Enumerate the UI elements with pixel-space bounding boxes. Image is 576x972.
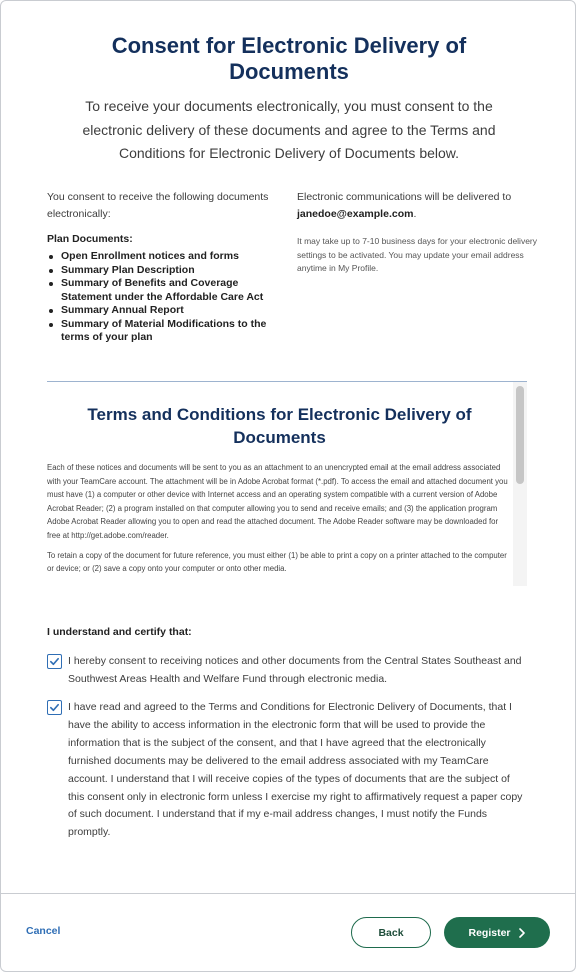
footer-divider — [1, 893, 576, 894]
register-button[interactable] — [444, 917, 550, 948]
list-item: Summary of Benefits and Coverage Statement under the Affordable Care Act — [61, 277, 287, 304]
consent-checkbox-label: I hereby consent to receiving notices and other documents from the Central States Southeast and Southwest Areas Health and Welfare Fund through electronic media. — [68, 655, 522, 685]
terms-checkbox[interactable] — [47, 700, 62, 715]
list-item: Open Enrollment notices and forms — [61, 250, 287, 264]
checkmark-icon — [49, 702, 60, 713]
documents-column — [47, 189, 287, 345]
terms-title: Terms and Conditions for Electronic Delivery of Documents — [87, 405, 472, 447]
list-item: Summary of Material Modifications to the terms of your plan — [61, 318, 287, 345]
delivery-column — [297, 189, 537, 276]
intro-text: To receive your documents electronically, you must consent to the electronic delivery of these documents and agree to the Terms and Conditions for Electronic Delivery of Documents below. — [82, 98, 496, 161]
list-item: Summary Plan Description — [61, 264, 287, 278]
list-item: Summary Annual Report — [61, 304, 287, 318]
email-suffix: . — [413, 208, 417, 220]
checkmark-icon — [49, 656, 60, 667]
plan-documents-heading: Plan Documents: — [47, 233, 133, 245]
register-button-label: Register — [468, 926, 511, 939]
consent-checkbox[interactable] — [47, 654, 62, 669]
terms-scrollbar[interactable] — [513, 382, 527, 586]
delivery-label: Electronic communications will be delivered to — [297, 191, 512, 203]
terms-paragraph: Each of these notices and documents will be sent to you as an attachment to an unencrypted email at the email address associated with your TeamCare account. The attachment will be in Adobe Acrobat format (*.pdf). To access the email and attached document you must have (1) a computer or other device with Internet access and an operating system compatible with a current version of Adobe Acrobat Reader; (2) a program installed on that computer allowing you to send and receive emails; and (3) the application program Adobe Acrobat Reader allowing you to open and read the attached document. The Adobe Reader software may be downloaded for free at http://get.adobe.com/reader. — [47, 463, 508, 540]
back-button-label: Back — [378, 926, 404, 939]
terms-checkbox-row[interactable] — [47, 699, 527, 842]
chevron-right-icon — [518, 928, 526, 938]
user-email: janedoe@example.com — [297, 208, 414, 220]
cancel-link[interactable]: Cancel — [26, 925, 61, 937]
terms-paragraph: To retain a copy of the document for future reference, you must either (1) be able to print a copy on a printer attached to the computer or device; or (2) save a copy onto your computer or onto other media. — [47, 550, 507, 574]
consent-checkbox-row[interactable] — [47, 653, 527, 689]
scrollbar-thumb[interactable] — [516, 386, 524, 484]
page-title: Consent for Electronic Delivery of Documents — [111, 33, 467, 84]
delivery-info — [297, 189, 537, 223]
activation-note: It may take up to 7-10 business days for your electronic delivery settings to be activated. You may update your email address anytime in My Profile. — [297, 236, 538, 273]
back-button[interactable] — [351, 917, 431, 948]
terms-checkbox-label: I have read and agreed to the Terms and Conditions for Electronic Delivery of Documents, that I have the ability to access information in the electronic form that will be used to provide the information that is the subject of the consent, and that I have agreed that the electronically furnished documents may be delivered to the email address associated with my TeamCare account. I understand that I will receive copies of the types of documents that are the subject of this consent only in electronic form unless I exercise my right to affirmatively request a paper copy of such document. I understand that if my e-mail address changes, I must notify the Funds promptly. — [68, 701, 523, 839]
documents-lead: You consent to receive the following documents electronically: — [47, 191, 269, 220]
terms-content — [47, 404, 512, 576]
terms-scroll-panel[interactable] — [47, 381, 527, 586]
plan-documents-list — [47, 250, 287, 345]
certify-heading: I understand and certify that: — [47, 626, 192, 638]
